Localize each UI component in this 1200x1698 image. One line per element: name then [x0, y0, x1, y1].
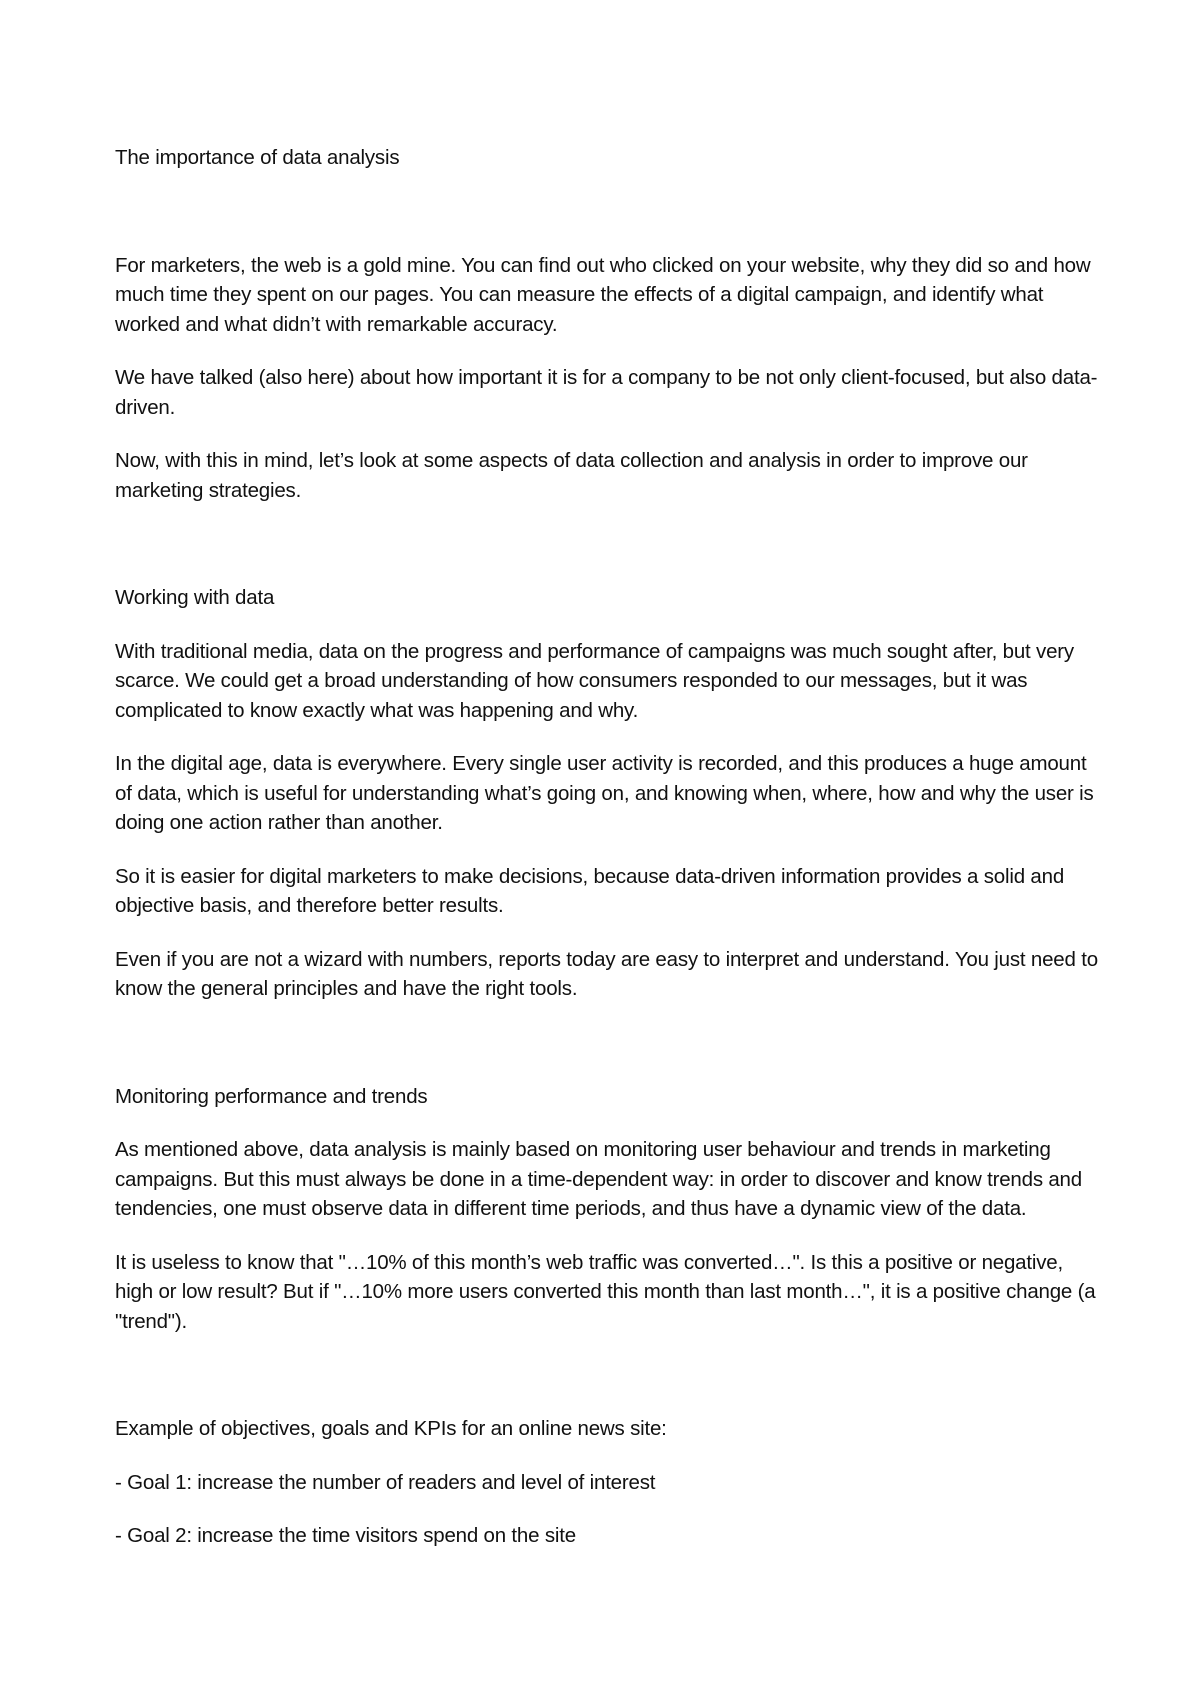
section-heading: Example of objectives, goals and KPIs for an online news site: [115, 1417, 667, 1440]
section-paragraph: With traditional media, data on the progress and performance of campaigns was much sought after, but very scarce. We could get a broad understanding of how consumers responded to our messages, but it was complicated to know exactly what was happening and why. [115, 639, 1074, 722]
section-paragraph: It is useless to know that "…10% of this month’s web traffic was converted…". Is this a positive or negative, high or low result? But if "…10% more users converted this month than last month…", it is a positive change (a "trend"). [115, 1250, 1096, 1333]
section-paragraph: Even if you are not a wizard with numbers, reports today are easy to interpret and understand. You just need to know the general principles and have the right tools. [115, 947, 1098, 1000]
list-item: - Goal 2: increase the time visitors spend on the site [115, 1524, 576, 1547]
spacer [115, 197, 1100, 251]
spacer [115, 1360, 1100, 1414]
list-item: - Goal 1: increase the number of readers and level of interest [115, 1470, 656, 1494]
document-title: The importance of data analysis [115, 146, 400, 169]
section-heading: Monitoring performance and trends [115, 1084, 428, 1108]
section-paragraph: So it is easier for digital marketers to make decisions, because data-driven information provides a solid and objective basis, and therefore better results. [115, 864, 1065, 917]
section-heading: Working with data [115, 586, 275, 609]
spacer [115, 529, 1100, 583]
intro-paragraph: We have talked (also here) about how important it is for a company to be not only client-focused, but also data-driven. [115, 366, 1098, 419]
document-body [115, 143, 1100, 1575]
section-paragraph: As mentioned above, data analysis is mainly based on monitoring user behaviour and trends in marketing campaigns. But this must always be done in a time-dependent way: in order to discover and know trends and tendencies, one must observe data in different time periods, and thus have a dynamic view of the data. [115, 1138, 1082, 1220]
intro-paragraph: For marketers, the web is a gold mine. You can find out who clicked on your website, why they did so and how much time they spent on our pages. You can measure the effects of a digital campaign, and identify what worked and what didn’t with remarkable accuracy. [115, 253, 1091, 336]
section-paragraph: In the digital age, data is everywhere. Every single user activity is recorded, and this produces a huge amount of data, which is useful for understanding what’s going on, and knowing when, where, how and why the user is doing one action rather than another. [115, 752, 1094, 834]
intro-paragraph: Now, with this in mind, let’s look at some aspects of data collection and analysis in order to improve our marketing strategies. [115, 449, 1028, 502]
spacer [115, 1028, 1100, 1082]
